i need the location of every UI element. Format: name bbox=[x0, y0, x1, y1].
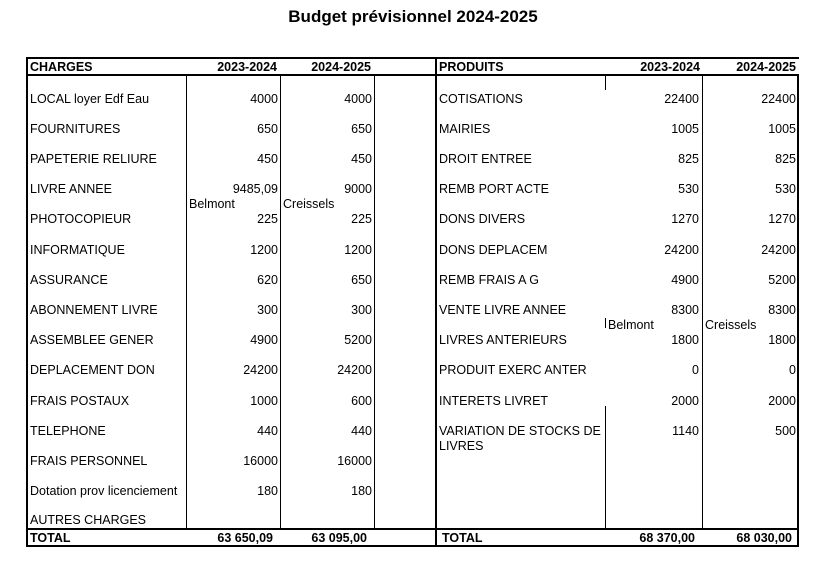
produits-row-label: INTERETS LIVRET bbox=[439, 394, 549, 408]
produits-note-creissels: Creissels bbox=[705, 318, 757, 332]
produits-header-col1: 2023-2024 bbox=[640, 60, 700, 74]
produits-row-2023-2024: 530 bbox=[678, 182, 699, 196]
charges-row-2024-2025: 600 bbox=[351, 394, 372, 408]
produits-row-label: COTISATIONS bbox=[439, 92, 523, 106]
charges-row-2024-2025: 16000 bbox=[337, 454, 372, 468]
charges-row-2023-2024: 300 bbox=[257, 303, 278, 317]
charges-row-2023-2024: 4000 bbox=[250, 92, 278, 106]
produits-header-label: PRODUITS bbox=[439, 60, 504, 74]
produits-row-label: DROIT ENTREE bbox=[439, 152, 532, 166]
charges-row-label: ABONNEMENT LIVRE bbox=[30, 303, 158, 317]
charges-row-label: TELEPHONE bbox=[30, 424, 106, 438]
produits-row-2023-2024: 24200 bbox=[664, 243, 699, 257]
charges-total-col1: 63 650,09 bbox=[217, 531, 273, 545]
charges-row-label: PAPETERIE RELIURE bbox=[30, 152, 157, 166]
charges-row-2023-2024: 650 bbox=[257, 122, 278, 136]
produits-col1-divider-lower bbox=[605, 318, 606, 328]
charges-bottom-border bbox=[26, 545, 436, 547]
produits-row-label: REMB FRAIS A G bbox=[439, 273, 540, 287]
charges-row-label: FOURNITURES bbox=[30, 122, 121, 136]
charges-header-label: CHARGES bbox=[30, 60, 93, 74]
charges-left-border bbox=[26, 57, 28, 547]
produits-row-2024-2025: 500 bbox=[775, 424, 796, 438]
charges-row-2023-2024: 440 bbox=[257, 424, 278, 438]
produits-row-2023-2024: 1800 bbox=[671, 333, 699, 347]
produits-row-2024-2025: 825 bbox=[775, 152, 796, 166]
produits-top-border bbox=[435, 57, 799, 59]
produits-row-label: DONS DIVERS bbox=[439, 212, 526, 226]
charges-row-2024-2025: 1200 bbox=[344, 243, 372, 257]
charges-total-col2: 63 095,00 bbox=[311, 531, 367, 545]
produits-row-2024-2025: 1005 bbox=[768, 122, 796, 136]
produits-row-2023-2024: 1270 bbox=[671, 212, 699, 226]
charges-row-label: LOCAL loyer Edf Eau bbox=[30, 92, 150, 106]
charges-row-2024-2025: 300 bbox=[351, 303, 372, 317]
charges-row-label: FRAIS POSTAUX bbox=[30, 394, 130, 408]
produits-row-2023-2024: 2000 bbox=[671, 394, 699, 408]
charges-col3-divider bbox=[374, 76, 375, 528]
charges-header-col2: 2024-2025 bbox=[311, 60, 371, 74]
charges-row-2023-2024: 24200 bbox=[243, 363, 278, 377]
charges-row-2024-2025: 650 bbox=[351, 122, 372, 136]
produits-row-2023-2024: 1005 bbox=[671, 122, 699, 136]
produits-row-2024-2025: 530 bbox=[775, 182, 796, 196]
charges-total-top-border bbox=[26, 528, 436, 530]
charges-row-2023-2024: 450 bbox=[257, 152, 278, 166]
charges-row-2023-2024: 225 bbox=[257, 212, 278, 226]
produits-row-label-line2: LIVRES bbox=[439, 439, 484, 453]
page-title: Budget prévisionnel 2024-2025 bbox=[288, 7, 538, 26]
charges-row-label: ASSURANCE bbox=[30, 273, 108, 287]
charges-row-2023-2024: 620 bbox=[257, 273, 278, 287]
produits-row-label: DONS DEPLACEM bbox=[439, 243, 548, 257]
charges-row-label: PHOTOCOPIEUR bbox=[30, 212, 132, 226]
charges-row-label: LIVRE ANNEE bbox=[30, 182, 112, 196]
charges-row-2023-2024: 1000 bbox=[250, 394, 278, 408]
charges-top-border bbox=[26, 57, 436, 59]
produits-row-2024-2025: 5200 bbox=[768, 273, 796, 287]
charges-row-label: INFORMATIQUE bbox=[30, 243, 125, 257]
produits-left-border bbox=[435, 57, 437, 547]
produits-row-2024-2025: 2000 bbox=[768, 394, 796, 408]
produits-total-top-border bbox=[435, 528, 799, 530]
charges-note-creissels: Creissels bbox=[283, 197, 335, 211]
produits-right-border bbox=[797, 76, 799, 547]
produits-row-2024-2025: 24200 bbox=[761, 243, 796, 257]
produits-bottom-border bbox=[435, 545, 799, 547]
produits-row-2024-2025: 1800 bbox=[768, 333, 796, 347]
charges-row-2024-2025: 24200 bbox=[337, 363, 372, 377]
produits-row-2024-2025: 0 bbox=[789, 363, 796, 377]
produits-row-2023-2024: 825 bbox=[678, 152, 699, 166]
produits-row-2023-2024: 4900 bbox=[671, 273, 699, 287]
charges-total-label: TOTAL bbox=[30, 531, 71, 545]
produits-row-2024-2025: 1270 bbox=[768, 212, 796, 226]
charges-row-label: AUTRES CHARGES bbox=[30, 513, 146, 527]
produits-row-label: VENTE LIVRE ANNEE bbox=[439, 303, 567, 317]
charges-row-2024-2025: 9000 bbox=[344, 182, 372, 196]
produits-col2-divider bbox=[702, 76, 703, 528]
produits-row-2023-2024: 8300 bbox=[671, 303, 699, 317]
produits-total-label: TOTAL bbox=[442, 531, 483, 545]
produits-row-2023-2024: 0 bbox=[692, 363, 699, 377]
charges-row-2023-2024: 180 bbox=[257, 484, 278, 498]
produits-note-belmont: Belmont bbox=[608, 318, 654, 332]
produits-header-col2: 2024-2025 bbox=[736, 60, 796, 74]
produits-col1-divider bbox=[605, 76, 606, 90]
produits-header-border bbox=[435, 74, 799, 76]
charges-row-label: FRAIS PERSONNEL bbox=[30, 454, 148, 468]
charges-row-label: DEPLACEMENT DON bbox=[30, 363, 155, 377]
charges-row-2024-2025: 4000 bbox=[344, 92, 372, 106]
produits-row-label: REMB PORT ACTE bbox=[439, 182, 549, 196]
charges-row-2024-2025: 225 bbox=[351, 212, 372, 226]
produits-total-col1: 68 370,00 bbox=[639, 531, 695, 545]
produits-row-2024-2025: 22400 bbox=[761, 92, 796, 106]
charges-header-col1: 2023-2024 bbox=[217, 60, 277, 74]
charges-note-belmont: Belmont bbox=[189, 197, 235, 211]
produits-row-label: VARIATION DE STOCKS DE bbox=[439, 424, 601, 438]
charges-row-2023-2024: 4900 bbox=[250, 333, 278, 347]
produits-row-2023-2024: 22400 bbox=[664, 92, 699, 106]
charges-row-label: ASSEMBLEE GENER bbox=[30, 333, 154, 347]
charges-row-2024-2025: 650 bbox=[351, 273, 372, 287]
charges-row-2023-2024: 16000 bbox=[243, 454, 278, 468]
charges-row-2024-2025: 180 bbox=[351, 484, 372, 498]
charges-row-2024-2025: 450 bbox=[351, 152, 372, 166]
charges-row-2023-2024: 1200 bbox=[250, 243, 278, 257]
produits-row-2023-2024: 1140 bbox=[672, 424, 699, 438]
produits-row-2024-2025: 8300 bbox=[768, 303, 796, 317]
charges-row-2023-2024: 9485,09 bbox=[232, 182, 278, 196]
produits-row-label: PRODUIT EXERC ANTER bbox=[439, 363, 587, 377]
produits-row-label: MAIRIES bbox=[439, 122, 491, 136]
charges-row-label: Dotation prov licenciement bbox=[30, 484, 178, 498]
charges-row-2024-2025: 5200 bbox=[344, 333, 372, 347]
produits-row-label: LIVRES ANTERIEURS bbox=[439, 333, 567, 347]
charges-row-2024-2025: 440 bbox=[351, 424, 372, 438]
produits-total-col2: 68 030,00 bbox=[736, 531, 792, 545]
